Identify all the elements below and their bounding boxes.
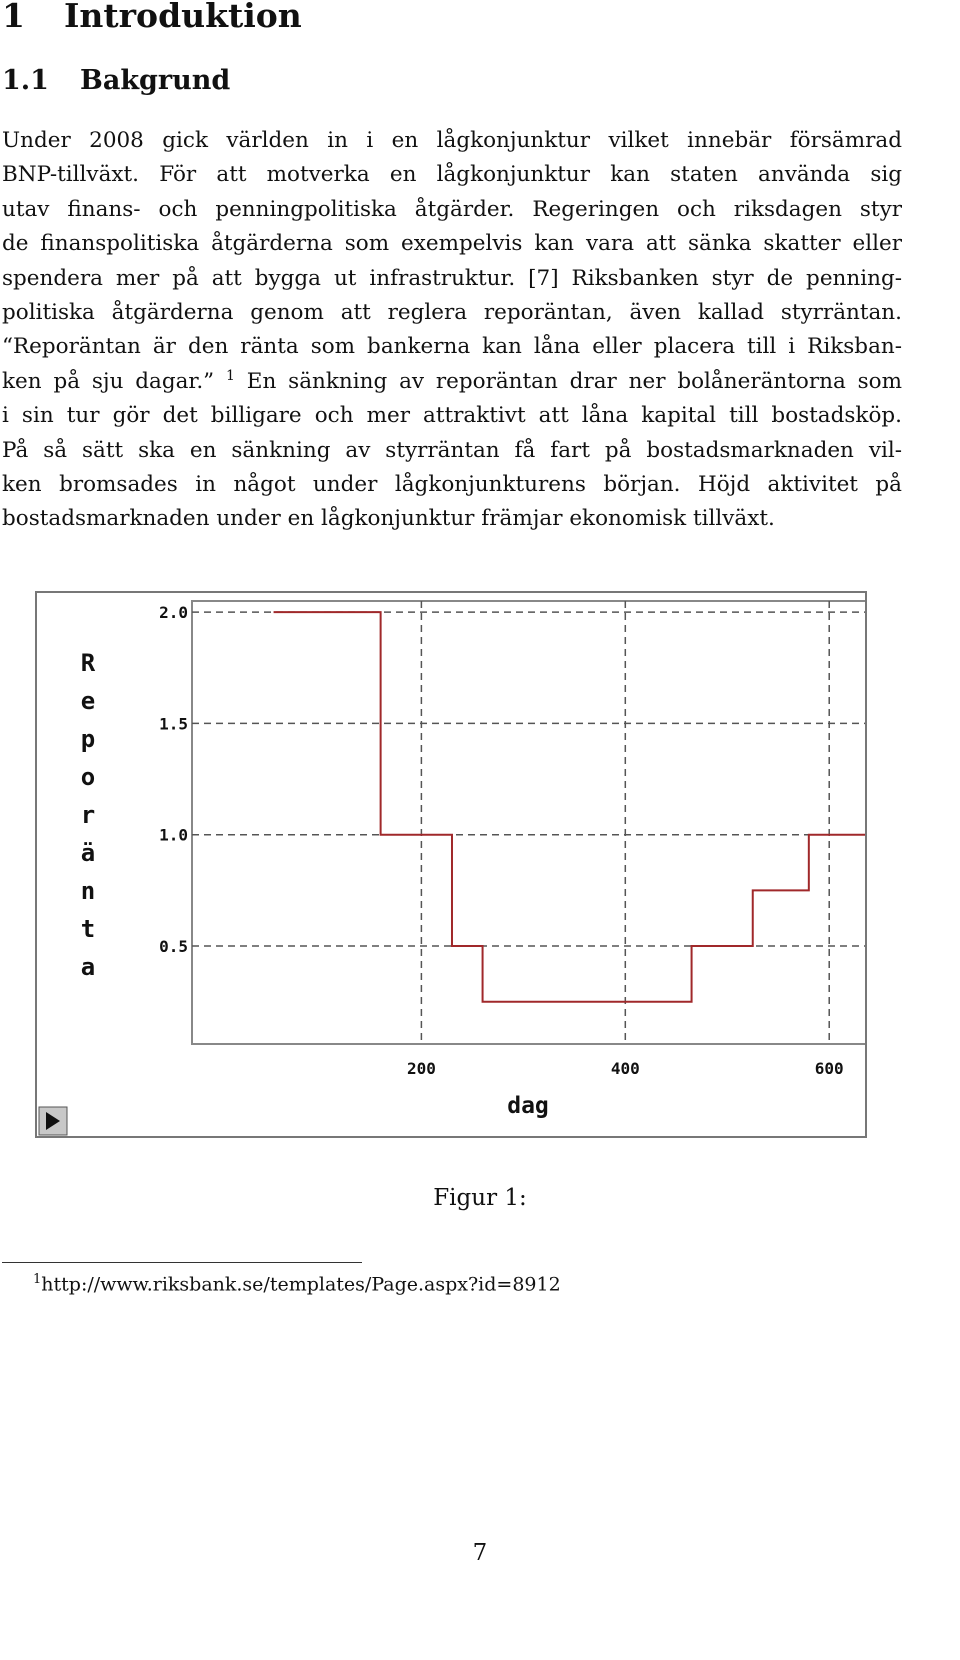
reporanta-chart xyxy=(37,593,865,1136)
x-tick-label: 200 xyxy=(406,1059,436,1078)
subsection-heading xyxy=(2,64,230,98)
footnote-reference-link[interactable]: 1 xyxy=(226,367,235,384)
paragraph-line: de finanspolitiska åtgärderna som exempelvis kan vara att sänka skatter eller xyxy=(2,231,902,257)
subsection-title: Bakgrund xyxy=(80,65,231,96)
paragraph-line: ken bromsades in något under lågkonjunkturens början. Höjd aktivitet på xyxy=(2,471,902,497)
y-tick-label: 2.0 xyxy=(159,603,188,623)
paragraph-line: utav finans- och penningpolitiska åtgärder. Regeringen och riksdagen styr xyxy=(2,196,902,222)
paragraph-line: Under 2008 gick världen in i en lågkonjunktur vilket innebär försämrad xyxy=(2,128,902,153)
figure-caption: Figur 1: xyxy=(433,1185,527,1211)
paragraph-line xyxy=(2,365,902,399)
y-axis-label-letter: o xyxy=(80,763,96,791)
y-axis-label-letter: R xyxy=(80,649,96,677)
y-tick-labels xyxy=(159,603,188,956)
reporanta-chart-figure xyxy=(35,591,867,1138)
paragraph-line: “Reporäntan är den ränta som bankerna kan låna eller placera till i Riksban- xyxy=(2,334,902,360)
y-axis-label-letter: ä xyxy=(80,839,96,867)
y-axis-label-letter: t xyxy=(80,915,96,943)
y-tick-label: 1.5 xyxy=(159,714,188,734)
section-heading xyxy=(2,0,302,36)
plot-area-frame xyxy=(192,601,865,1044)
paragraph-line: spendera mer på att bygga ut infrastruktur. [7] Riksbanken styr de penning- xyxy=(2,265,902,291)
footnote-mark: 1 xyxy=(33,1272,42,1287)
paragraph-line-end: En sänkning av reporäntan drar ner bolåneräntorna som xyxy=(234,368,902,394)
y-axis-label-letter: a xyxy=(80,953,96,981)
section-number: 1 xyxy=(2,0,25,35)
paragraph-line: BNP-tillväxt. För att motverka en lågkonjunktur kan staten använda sig xyxy=(2,162,902,188)
play-button[interactable] xyxy=(39,1107,67,1135)
section-title: Introduktion xyxy=(64,0,302,35)
x-tick-label: 600 xyxy=(814,1059,844,1078)
y-axis-label-letter: p xyxy=(80,725,96,753)
subsection-number: 1.1 xyxy=(2,65,49,96)
x-axis-label: dag xyxy=(507,1093,549,1119)
x-tick-labels xyxy=(407,1059,844,1078)
page-number: 7 xyxy=(472,1540,488,1566)
paragraph-line: politiska åtgärderna genom att reglera reporäntan, även kallad styrräntan. xyxy=(2,299,902,325)
paragraph-line: På så sätt ska en sänkning av styrräntan få fart på bostadsmarknaden vil- xyxy=(2,437,902,463)
y-tick-label: 1.0 xyxy=(159,825,188,845)
y-axis-label xyxy=(81,649,96,981)
paragraph-line-start: ken på sju dagar.” xyxy=(2,368,227,394)
y-axis-label-letter: r xyxy=(80,801,96,829)
y-axis-label-letter: e xyxy=(80,687,96,715)
footnote xyxy=(33,1266,561,1298)
x-tick-label: 400 xyxy=(610,1059,640,1078)
footnote-divider xyxy=(2,1262,362,1263)
y-axis-label-letter: n xyxy=(80,877,96,905)
y-tick-label: 0.5 xyxy=(159,937,188,957)
paragraph-line: i sin tur gör det billigare och mer attraktivt att låna kapital till bostadsköp. xyxy=(2,403,902,429)
body-paragraph xyxy=(2,124,902,537)
paragraph-line: bostadsmarknaden under en lågkonjunktur främjar ekonomisk tillväxt. xyxy=(2,506,775,532)
footnote-url-link[interactable]: http://www.riksbank.se/templates/Page.aspx?id=8912 xyxy=(41,1273,561,1296)
